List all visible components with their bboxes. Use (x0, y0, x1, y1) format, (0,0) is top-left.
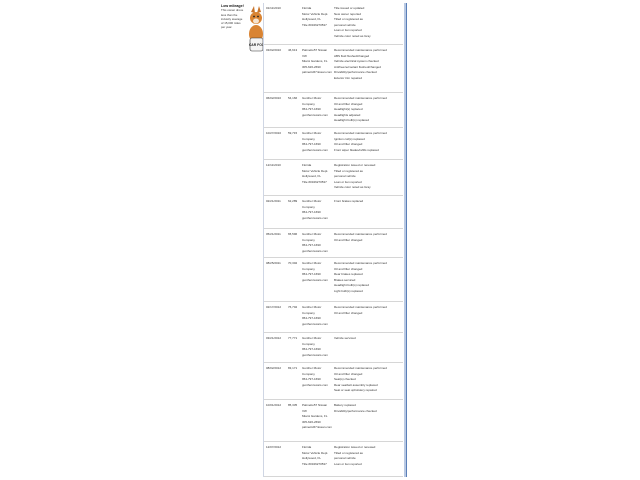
record-source-line: Title #0346270537 (302, 22, 327, 27)
carfox-logo-text: CAR FOX (248, 43, 264, 47)
record-comment-line: Recommended maintenance performed (334, 96, 387, 100)
record-source-line: Gunther Motor (302, 305, 322, 309)
record-comment-line: Registration issued or renewed (334, 163, 376, 167)
record-comment-line: Seat(s) checked (334, 377, 356, 381)
record-source-line: gunthervwcars.com (302, 147, 329, 152)
record-source-line: 954-797-1690 (302, 377, 321, 381)
record-comment-line: personal vehicle (334, 174, 356, 178)
record-comments (334, 131, 387, 153)
record-odometer: 76,702 (288, 305, 298, 309)
record-date: 12/11/2010 (266, 163, 281, 167)
record-source-line: 954-797-1690 (302, 243, 321, 247)
record-source-line: Company (302, 237, 315, 242)
record-source-line: Miami Gardens, FL (302, 59, 328, 63)
record-source (302, 48, 332, 76)
history-record-row (264, 363, 403, 400)
record-comments (334, 199, 363, 205)
callout-line: industry average (221, 16, 243, 21)
record-source-line: Company (302, 371, 315, 376)
record-source-line: Florida (302, 6, 312, 10)
record-source-line: gunthervwcars.com (302, 352, 329, 357)
record-odometer: 70,302 (288, 261, 298, 265)
record-comments (334, 48, 387, 81)
record-source-line: Company (302, 341, 315, 346)
callout-line: less than the (221, 12, 238, 17)
record-comment-line: Oil and filter changed (334, 142, 363, 146)
record-date: 05/21/2011 (266, 232, 281, 236)
sidebar-panel (219, 3, 264, 477)
history-record-row (264, 302, 403, 333)
record-comment-line: Seat or seat upholstery repaired (334, 388, 377, 392)
record-comment-line: Loan or lien reported (334, 179, 362, 184)
record-source-line: 305-626-2690 (302, 64, 321, 69)
record-source (302, 163, 328, 185)
record-comment-line: Oil and filter changed (334, 310, 363, 315)
history-record-row (264, 128, 403, 160)
record-source-line: 305-626-2690 (302, 419, 321, 424)
record-comment-line: Headlight bulb(s) replaced (334, 118, 370, 122)
record-comment-line: Ignition coil(s) replaced (334, 136, 365, 141)
record-comment-line: Oil and filter changed (334, 266, 363, 271)
record-comment-line: Recommended maintenance performed (334, 261, 387, 265)
record-source-line: Motor Vehicle Dept. (302, 450, 329, 455)
record-source (302, 366, 328, 388)
record-comment-line: Vehicle color noted as Gray (334, 185, 371, 189)
callout-line: This owner drove (221, 8, 244, 13)
record-comment-line: Headlight bulb(s) replaced (334, 283, 370, 287)
record-comment-line: Recommended maintenance performed (334, 366, 387, 370)
record-odometer: 83,171 (288, 366, 298, 370)
record-date: 03/02/2010 (266, 48, 282, 52)
record-odometer: 59,715 (288, 131, 298, 135)
record-comment-line: Front wiper blades/refills replaced (334, 147, 379, 152)
record-comments (334, 366, 387, 394)
panel-scroll-edge (404, 3, 406, 477)
record-comment-line: Oil and filter changed (334, 101, 363, 106)
record-comment-line: Light bulb(s) replaced (334, 288, 363, 293)
record-comment-line: Drivability/performance checked (334, 70, 377, 74)
history-record-row (264, 196, 403, 229)
record-comment-line: Title issued or updated (334, 6, 365, 10)
record-source-line: 954-797-1690 (302, 210, 321, 214)
record-source-line: Gunther Motor (302, 232, 322, 236)
record-comment-line: Vehicle electrical system checked (334, 59, 379, 63)
record-comment-line: Exterior trim repaired (334, 75, 363, 80)
record-source-line: palmetto57nissan.com (302, 70, 333, 74)
callout-line: of 15,000 miles (221, 21, 241, 26)
record-odometer: 85,335 (288, 403, 298, 407)
record-source-line: gunthervwcars.com (302, 382, 329, 387)
record-source-line: 954-797-1690 (302, 107, 321, 111)
record-source-line: VW (302, 408, 307, 413)
history-record-row (264, 333, 403, 363)
record-source-line: Palmetto57 Nissan (302, 403, 328, 407)
record-comments (334, 445, 375, 467)
record-comment-line: Recommended maintenance performed (334, 305, 387, 309)
record-comment-line: Brakes serviced (334, 277, 356, 282)
record-odometer: 65,596 (288, 232, 298, 236)
record-comments (334, 305, 387, 316)
record-source-line: Motor Vehicle Dept. (302, 11, 329, 16)
record-comments (334, 163, 375, 191)
record-odometer: 62,289 (288, 199, 298, 203)
record-source-line: Hollywood, FL (302, 174, 322, 178)
record-source-line: Gunther Motor (302, 336, 322, 340)
record-odometer: 77,771 (288, 336, 298, 340)
record-date: 01/11/2010 (266, 6, 281, 10)
carfox-mascot-icon (248, 4, 264, 54)
record-source-line: Company (302, 266, 315, 271)
record-date: 02/21/2011 (266, 199, 281, 203)
record-comment-line: Battery replaced (334, 403, 356, 407)
record-comments (334, 403, 377, 414)
record-source-line: gunthervwcars.com (302, 277, 329, 282)
record-comment-line: Headlights adjusted (334, 112, 361, 117)
record-comment-line: personal vehicle (334, 456, 356, 460)
record-source-line: gunthervwcars.com (302, 112, 329, 117)
record-source-line: Gunther Motor (302, 261, 322, 265)
record-source (302, 261, 328, 283)
record-comment-line: Recommended maintenance performed (334, 48, 387, 52)
record-source-line: palmetto57nissan.com (302, 425, 333, 429)
record-odometer: 46,613 (288, 48, 298, 52)
history-record-row (264, 3, 403, 45)
history-record-row (264, 400, 403, 442)
record-comment-line: Titled or registered as (334, 168, 363, 173)
record-comment-line: Recommended maintenance performed (334, 232, 387, 236)
record-source (302, 403, 332, 431)
callout-line: per year. (221, 25, 233, 30)
record-comment-line: New owner reported (334, 11, 362, 16)
record-source (302, 305, 328, 327)
record-source (302, 96, 328, 118)
record-date: 12/07/2012 (266, 445, 282, 449)
record-source (302, 199, 328, 221)
record-comment-line: Titled or registered as (334, 17, 363, 21)
record-source-line: Motor Vehicle Dept. (302, 168, 329, 173)
record-comments (334, 232, 387, 243)
record-date: 10/01/2012 (266, 403, 282, 407)
record-source-line: Florida (302, 163, 312, 167)
history-record-row (264, 258, 403, 302)
record-source (302, 232, 328, 254)
record-date: 03/21/2012 (266, 336, 282, 340)
record-source-line: 954-797-1690 (302, 347, 321, 351)
record-comment-line: Oil and filter changed (334, 371, 363, 376)
record-source-line: Company (302, 204, 315, 209)
record-source-line: Company (302, 310, 315, 315)
record-comment-line: ABS fluid flushed/changed (334, 53, 370, 58)
record-comment-line: Recommended maintenance performed (334, 131, 387, 135)
record-date: 08/02/2012 (266, 366, 282, 370)
record-source-line: VW (302, 53, 307, 58)
record-source-line: Miami Gardens, FL (302, 414, 328, 418)
record-source (302, 336, 328, 358)
record-comment-line: personal vehicle (334, 22, 356, 27)
record-date: 02/17/2012 (266, 305, 282, 309)
record-source-line: Gunther Motor (302, 131, 322, 135)
record-comment-line: Loan or lien reported (334, 461, 362, 466)
record-source-line: Company (302, 101, 315, 106)
record-comment-line: Front brakes replaced (334, 199, 364, 203)
record-date: 08/25/2011 (266, 261, 281, 265)
record-comments (334, 261, 387, 294)
history-record-row (264, 93, 403, 128)
history-record-row (264, 229, 403, 258)
record-comment-line: Loan or lien reported (334, 28, 362, 32)
record-comment-line: Rear brakes replaced (334, 272, 363, 276)
record-source-line: Palmetto57 Nissan (302, 48, 328, 52)
record-source-line: Title #0346270537 (302, 461, 327, 466)
record-comment-line: Vehicle serviced (334, 336, 356, 340)
record-odometer: 54,166 (288, 96, 298, 100)
record-comments (334, 6, 371, 39)
record-date: 10/27/2010 (266, 131, 282, 135)
record-source-line: Hollywood, FL (302, 456, 322, 460)
record-source-line: gunthervwcars.com (302, 321, 329, 326)
record-source-line: gunthervwcars.com (302, 248, 329, 253)
history-record-row (264, 160, 403, 196)
record-source-line: Gunther Motor (302, 96, 322, 100)
record-source-line: Company (302, 136, 315, 141)
record-comment-line: Registration issued or renewed (334, 445, 376, 449)
record-source (302, 131, 328, 153)
history-record-row (264, 442, 403, 477)
record-source-line: Gunther Motor (302, 366, 322, 370)
record-comment-line: Rear seatbelt assembly replaced (334, 382, 378, 387)
record-comments (334, 336, 356, 342)
record-source (302, 6, 328, 28)
record-comment-line: Headlight(s) replaced (334, 107, 363, 111)
record-source-line: Title #0346270537 (302, 179, 327, 184)
record-comment-line: Oil and filter changed (334, 237, 363, 242)
record-source-line: 954-797-1690 (302, 142, 321, 146)
callout-title: Low mileage! (221, 4, 244, 8)
record-source-line: 954-797-1690 (302, 272, 321, 276)
record-comment-line: Titled or registered as (334, 450, 363, 455)
record-date: 06/02/2010 (266, 96, 282, 100)
record-comment-line: Drivability/performance checked (334, 408, 377, 413)
record-comment-line: Antifreeze/coolant flushed/changed (334, 64, 381, 69)
record-source-line: Hollywood, FL (302, 17, 322, 21)
record-source-line: 954-797-1690 (302, 316, 321, 320)
record-source-line: Gunther Motor (302, 199, 322, 203)
record-source-line: Florida (302, 445, 312, 449)
record-comment-line: Vehicle color noted as Gray (334, 33, 371, 38)
history-record-row (264, 45, 403, 93)
record-comments (334, 96, 387, 124)
record-source-line: gunthervwcars.com (302, 215, 329, 220)
record-source (302, 445, 328, 467)
